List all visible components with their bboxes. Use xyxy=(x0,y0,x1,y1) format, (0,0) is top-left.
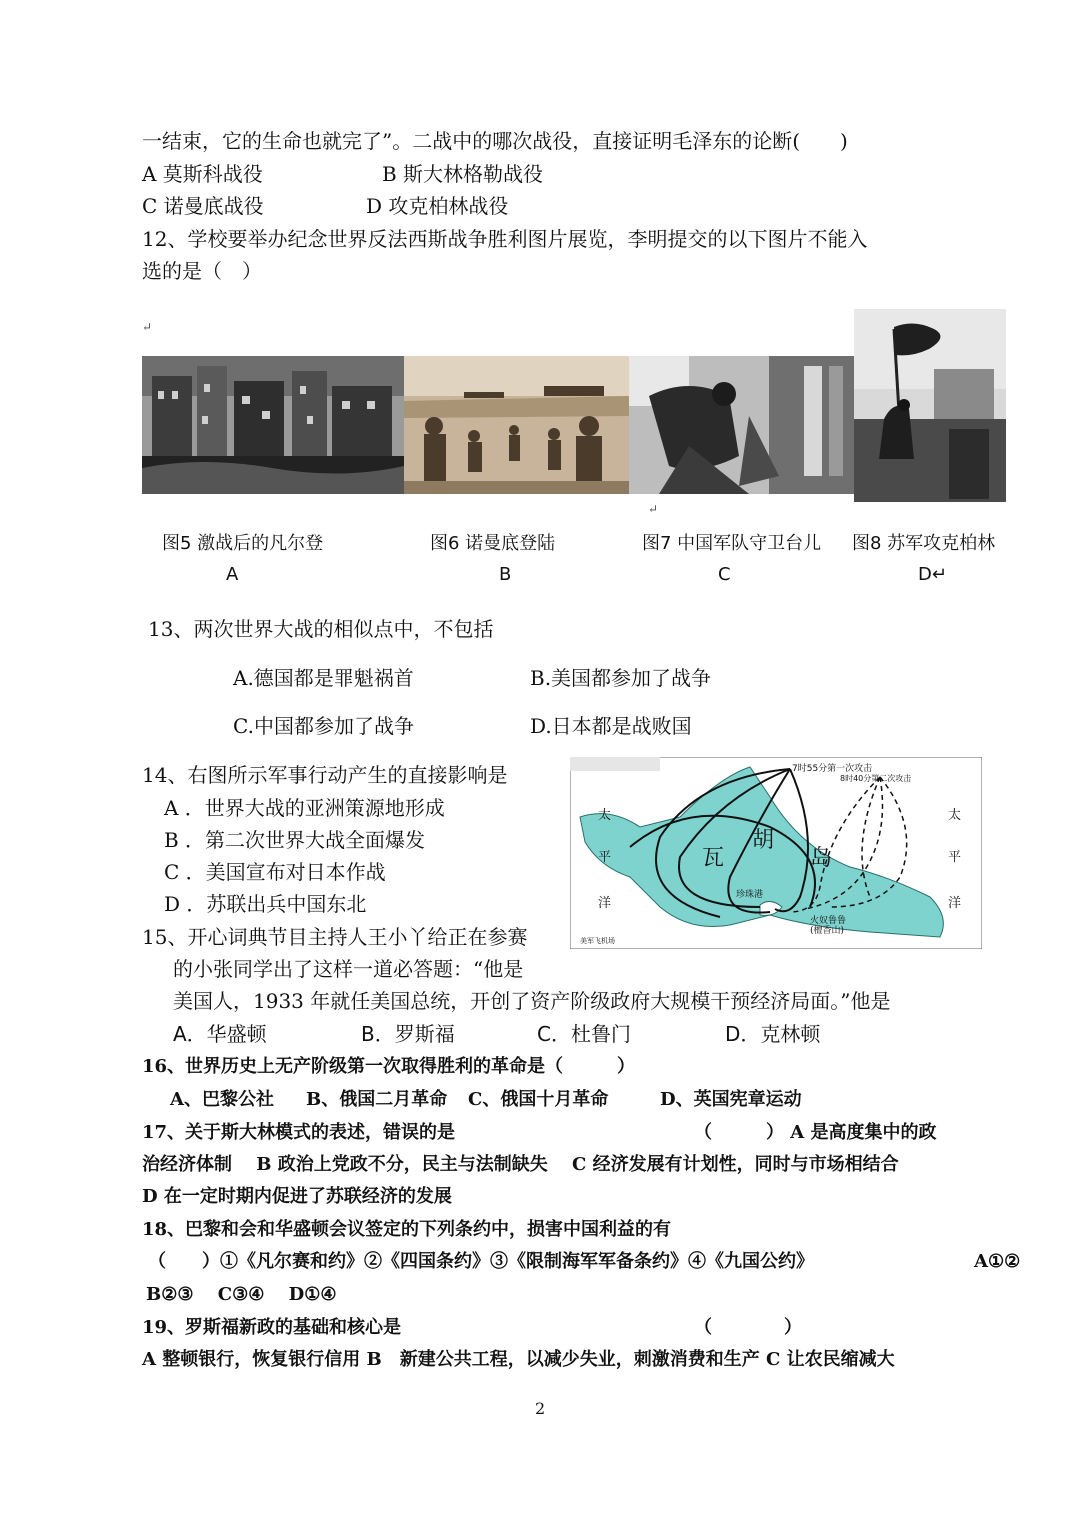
q14-option-d: D ．苏联出兵中国东北 xyxy=(164,892,367,916)
q14-option-b: B ．第二次世界大战全面爆发 xyxy=(164,828,426,852)
map-label: 珍珠港 xyxy=(736,890,764,900)
map-label: 岛 xyxy=(810,846,833,871)
q14-option-c: C ．美国宣布对日本作战 xyxy=(164,860,386,884)
caption-figure6: 图6 诺曼底登陆 xyxy=(430,533,556,554)
q11-option-d: D 攻克柏林战役 xyxy=(366,194,509,218)
map-label: 火奴鲁鲁 xyxy=(810,916,847,926)
map-label: 胡 xyxy=(752,828,775,853)
option-letter-a: A xyxy=(226,564,239,585)
map-label: 美军飞机场 xyxy=(580,937,615,945)
q19-paren: （ ） xyxy=(694,1317,802,1338)
q15-stem-line1: 15、开心词典节目主持人王小丫给正在参赛 xyxy=(142,925,528,949)
q15-stem-line2: 的小张同学出了这样一道必答题：“他是 xyxy=(173,957,524,981)
map-label: 洋 xyxy=(598,896,612,911)
q12-stem-line2: 选的是（ ） xyxy=(142,259,262,283)
map-label: 7时55分第一次攻击 xyxy=(792,764,873,774)
map-label: (檀香山) xyxy=(810,926,845,936)
q14-stem: 14、右图所示军事行动产生的直接影响是 xyxy=(142,763,508,787)
q11-stem-tail: 一结束，它的生命也就完了”。二战中的哪次战役，直接证明毛泽东的论断( ) xyxy=(142,129,848,153)
q17-stem: 17、关于斯大林模式的表述，错误的是 xyxy=(142,1122,456,1143)
photo-berlin-flag xyxy=(854,309,1006,502)
option-letter-c: C xyxy=(718,564,731,585)
q16-option-c: C、俄国十月革命 xyxy=(468,1089,609,1110)
q15-option-b: B．罗斯福 xyxy=(361,1022,455,1046)
q18-stem: 18、巴黎和会和华盛顿会议签定的下列条约中，损害中国利益的有 xyxy=(142,1219,672,1240)
caption-figure8: 图8 苏军攻克柏林 xyxy=(852,533,996,554)
q19-options: A 整顿银行，恢复银行信用 B 新建公共工程，以减少失业，刺激消费和生产 C 让农民缩减大 xyxy=(142,1349,895,1370)
q19-stem: 19、罗斯福新政的基础和核心是 xyxy=(142,1317,402,1338)
option-letter-d: D↵ xyxy=(918,564,947,585)
q16-option-a: A、巴黎公社 xyxy=(170,1089,274,1110)
q13-stem: 13、两次世界大战的相似点中，不包括 xyxy=(148,617,494,641)
q16-option-d: D、英国宪章运动 xyxy=(660,1089,802,1110)
q18-option-a: A①② xyxy=(974,1251,1021,1272)
page-number: 2 xyxy=(535,1399,546,1418)
q15-option-c: C．杜鲁门 xyxy=(537,1022,631,1046)
q13-option-c: C.中国都参加了战争 xyxy=(233,714,414,738)
q17-option-d: D 在一定时期内促进了苏联经济的发展 xyxy=(142,1186,452,1207)
photo-normandy xyxy=(404,356,629,494)
caption-figure5: 图5 激战后的凡尔登 xyxy=(162,533,324,554)
q11-option-a: A 莫斯科战役 xyxy=(142,162,263,186)
q16-option-b: B、俄国二月革命 xyxy=(306,1089,448,1110)
q13-option-a: A.德国都是罪魁祸首 xyxy=(233,666,414,690)
option-letter-b: B xyxy=(499,564,512,585)
q11-option-c: C 诺曼底战役 xyxy=(142,194,264,218)
photo-taierzhuang xyxy=(629,356,854,494)
q13-option-b: B.美国都参加了战争 xyxy=(530,666,712,690)
q12-stem-line1: 12、学校要举办纪念世界反法西斯战争胜利图片展览，李明提交的以下图片不能入 xyxy=(142,227,868,251)
q18-treaties: （ ）①《凡尔赛和约》②《四国条约》③《限制海军军备条约》④《九国公约》 xyxy=(148,1251,814,1272)
map-label: 平 xyxy=(598,850,612,865)
return-mark: ↵ xyxy=(648,502,659,516)
q16-stem: 16、世界历史上无产阶级第一次取得胜利的革命是（ ） xyxy=(142,1056,636,1077)
caption-figure7: 图7 中国军队守卫台儿 xyxy=(642,533,822,554)
map-label: 洋 xyxy=(948,896,962,911)
q13-option-d: D.日本都是战败国 xyxy=(530,714,692,738)
q17-option-a: （ ） A 是高度集中的政 xyxy=(694,1122,937,1143)
pearl-harbor-map xyxy=(570,757,982,949)
q15-stem-line3: 美国人，1933 年就任美国总统，开创了资产阶级政府大规模干预经济局面。”他是 xyxy=(173,989,891,1013)
q15-option-d: D．克林顿 xyxy=(725,1022,821,1046)
q14-option-a: A ．世界大战的亚洲策源地形成 xyxy=(164,796,445,820)
map-label: 瓦 xyxy=(702,846,725,871)
q17-options-bc: 治经济体制 B 政治上党政不分，民主与法制缺失 C 经济发展有计划性，同时与市场相结合 xyxy=(142,1154,899,1175)
return-mark: ↵ xyxy=(142,320,153,334)
map-label: 平 xyxy=(948,850,962,865)
map-label: 8时40分第二次攻击 xyxy=(840,774,912,783)
map-label: 太 xyxy=(598,808,612,823)
photo-verdun xyxy=(142,356,404,494)
q11-option-b: B 斯大林格勒战役 xyxy=(382,162,544,186)
q15-option-a: A．华盛顿 xyxy=(173,1022,267,1046)
q18-options-bcd: B②③ C③④ D①④ xyxy=(146,1284,337,1305)
map-label: 太 xyxy=(948,808,962,823)
